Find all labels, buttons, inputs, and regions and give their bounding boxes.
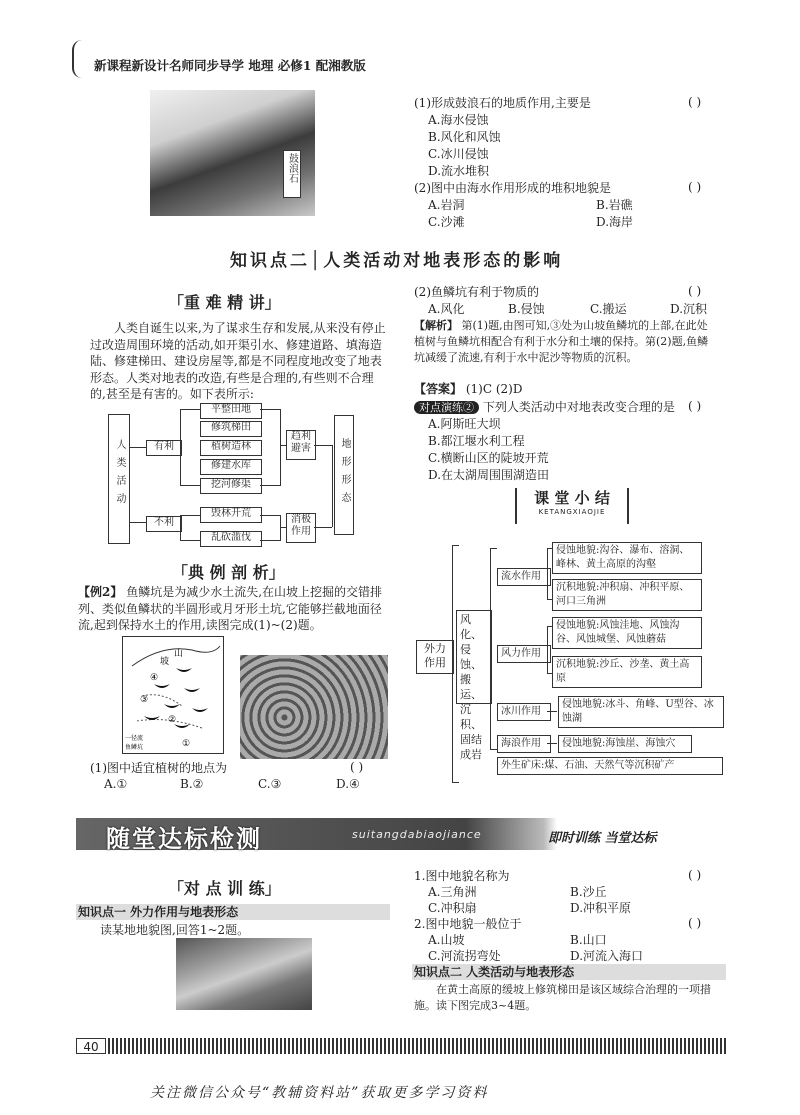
- top-q1-opt-a: A.海水侵蚀: [428, 113, 489, 127]
- diagram-right-box: 地形形态: [334, 415, 354, 535]
- top-q2-opt-b: B.岩礁: [596, 198, 633, 212]
- summary-footer: 外生矿床:煤、石油、天然气等沉积矿产: [497, 757, 723, 775]
- summary-title-box: [515, 488, 629, 524]
- map-label-3: ③: [140, 695, 149, 705]
- diagram-good-3: 植树造林: [200, 440, 262, 456]
- duidian-opt-a: A.阿斯旺大坝: [428, 417, 501, 431]
- right-q2-opt-b: B.侵蚀: [508, 302, 545, 316]
- summary-processes: 风化、侵蚀、搬运、沉积、固结成岩: [456, 610, 492, 704]
- summary-pinyin: KETANGXIAOJIE: [538, 508, 606, 516]
- banner-pinyin: suitangdabiaojiance: [352, 828, 482, 841]
- diagram-line-xiaoji-right: [314, 527, 332, 528]
- diagram-line-xiaoji: [280, 527, 286, 528]
- dianli-q1-opt-d: D.④: [336, 777, 360, 791]
- dianli-body: 鱼鳞坑是为减少水土流失,在山坡上挖掘的交错排列、类似鱼鳞状的半圆形或月牙形土坑,它能够拦截地面径流,起到保持水土的作用,读图完成(1)~(2)题。: [78, 585, 383, 632]
- summary-bingchuan-erosion: 侵蚀地貌:冰斗、角峰、U型谷、冰蚀湖: [558, 696, 724, 728]
- diagram-xiaoji: 消极作用: [286, 513, 316, 543]
- bottom-left-title-text: 对 点 训 练: [184, 879, 265, 898]
- jiexi-tag: 【解析】: [414, 319, 458, 332]
- summary-liushui-erosion: 侵蚀地貌:沟谷、瀑布、溶洞、峰林、黄土高原的沟壑: [552, 542, 702, 574]
- zhongnan-title-text: 重 难 精 讲: [184, 293, 265, 312]
- map-label-po: 坡: [160, 657, 170, 667]
- right-q2-paren: ( ): [688, 284, 702, 298]
- top-q2-opt-c: C.沙滩: [428, 215, 465, 229]
- zhongnan-title: 「重 难 精 讲」: [168, 293, 281, 312]
- br-q2: 2.图中地貌一般位于: [414, 917, 522, 931]
- summary-fengli: 风力作用: [497, 645, 551, 663]
- diagram-youli: 有利: [146, 440, 182, 456]
- diagram-line-lower: [130, 522, 146, 523]
- kp2-text: 知识点二 人类活动与地表形态: [414, 965, 575, 979]
- br-q1: 1.图中地貌名称为: [414, 869, 510, 883]
- diagram-good-1: 平整田地: [200, 403, 262, 419]
- top-q2: (2)图中由海水作用形成的堆积地貌是: [414, 181, 611, 195]
- landform-photo: [176, 938, 312, 1010]
- top-q1: (1)形成鼓浪石的地质作用,主要是: [414, 96, 591, 110]
- diagram-good-4: 修建水库: [200, 459, 262, 475]
- jiexi: [414, 318, 714, 366]
- diagram-buli: 不利: [146, 516, 182, 532]
- duidian-question: 下列人类活动中对地表改变合理的是: [482, 400, 675, 414]
- top-q2-opt-d: D.海岸: [596, 215, 634, 229]
- header-bracket: [72, 40, 86, 78]
- diagram-bracket-good-right: [260, 409, 281, 486]
- br-q1-opt-b: B.沙丘: [570, 885, 607, 899]
- diagram-bracket-bad-right: [260, 515, 281, 541]
- summary-hailang-erosion: 侵蚀地貌:海蚀崖、海蚀穴: [558, 735, 692, 753]
- dianli-q1-opt-a: A.①: [104, 777, 128, 791]
- duidian-paren: ( ): [688, 399, 702, 413]
- diagram-connector-right: [332, 445, 333, 527]
- photo-label: 鼓浪石: [286, 153, 298, 183]
- top-q1-opt-c: C.冰川侵蚀: [428, 147, 489, 161]
- top-q1-paren: ( ): [688, 95, 702, 109]
- summary-liushui: 流水作用: [497, 568, 551, 586]
- diagram-line-upper: [130, 447, 146, 448]
- summary-waili: 外力作用: [416, 640, 454, 674]
- right-q2-opt-c: C.搬运: [590, 302, 627, 316]
- summary-title: 课 堂 小 结: [534, 489, 610, 507]
- map-label-2: ②: [168, 715, 177, 725]
- map-label-shan: 山: [174, 649, 184, 659]
- fish-scale-photo: [240, 655, 388, 759]
- dianli-title-text: 典 例 剖 析: [188, 563, 269, 582]
- daan-text: (1)C (2)D: [465, 382, 523, 396]
- diagram-left-box: 人类活动: [108, 414, 130, 544]
- section-title: 知识点二│人类活动对地表形态的影响: [230, 251, 564, 271]
- summary-bracket-2: [490, 548, 497, 750]
- duidian-opt-d: D.在太湖周围围湖造田: [428, 468, 550, 482]
- photo-label-box: [283, 150, 301, 198]
- daan-tag: 【答案】: [414, 382, 463, 396]
- daan: [414, 381, 522, 397]
- diagram-good-2: 修筑梯田: [200, 421, 262, 437]
- duidian-row: [414, 399, 675, 416]
- dianli-q1-paren: ( ): [350, 760, 364, 774]
- br-q2-opt-d: D.河流入海口: [570, 949, 644, 963]
- map-label-1: ①: [182, 739, 191, 749]
- br-q1-paren: ( ): [688, 868, 702, 882]
- map-label-4: ④: [150, 673, 159, 683]
- duidian-opt-c: C.横断山区的陡坡开荒: [428, 451, 549, 465]
- top-q2-paren: ( ): [688, 180, 702, 194]
- map-legend-flow: 一径流: [125, 735, 144, 742]
- br-q2-opt-b: B.山口: [570, 933, 607, 947]
- right-q2-opt-a: A.风化: [428, 302, 465, 316]
- zhongnan-paragraph: 人类自诞生以来,为了谋求生存和发展,从来没有停止过改造周围环境的活动,如开渠引水、修建道路、填海造陆、修建梯田、建设房屋等,都是不同程度地改变了地表形态。人类对地表的改造,有些是合理的,有些则不合理的,甚至是有害的。如下表所示:: [90, 321, 386, 401]
- kp2-bar: [412, 964, 726, 980]
- br-q1-opt-c: C.冲积扇: [428, 901, 477, 915]
- top-q2-opt-a: A.岩洞: [428, 198, 465, 212]
- page-number-bar: [76, 1038, 726, 1054]
- dianli-q1-opt-b: B.②: [180, 777, 204, 791]
- summary-line-bingchuan: [547, 711, 557, 712]
- banner-title: 随堂达标检测: [106, 825, 262, 853]
- summary-bingchuan: 冰川作用: [497, 703, 551, 721]
- summary-hailang: 海浪作用: [497, 735, 551, 753]
- summary-fengli-erosion: 侵蚀地貌:风蚀洼地、风蚀沟谷、风蚀城堡、风蚀蘑菇: [552, 617, 702, 649]
- page-number: 40: [76, 1038, 106, 1054]
- br-q1-opt-d: D.冲积平原: [570, 901, 632, 915]
- diagram-line-quli: [280, 445, 286, 446]
- kp1-text: 知识点一 外力作用与地表形态: [78, 905, 239, 919]
- br-q1-opt-a: A.三角洲: [428, 885, 477, 899]
- fish-scale-map: [122, 636, 224, 754]
- dianli-q1-opt-c: C.③: [258, 777, 282, 791]
- top-q1-opt-b: B.风化和风蚀: [428, 130, 501, 144]
- summary-line-hailang: [547, 743, 557, 744]
- duidian-opt-b: B.都江堰水利工程: [428, 434, 525, 448]
- diagram-bad-1: 毁林开荒: [200, 507, 262, 523]
- dianli-tag: 【例2】: [78, 585, 123, 599]
- br-intro: 在黄土高原的缓坡上修筑梯田是该区域综合治理的一项措施。读下图完成3~4题。: [414, 983, 711, 1012]
- right-q2-opt-d: D.沉积: [670, 302, 708, 316]
- banner-slogan: 即时训练 当堂达标: [548, 831, 657, 846]
- br-q2-opt-a: A.山坡: [428, 933, 465, 947]
- diagram-bracket-good: [180, 409, 201, 486]
- diagram-bracket-bad: [180, 515, 201, 541]
- summary-fengli-deposit: 沉积地貌:沙丘、沙垄、黄土高原: [552, 656, 702, 688]
- map-legend-pit: 鱼鳞坑: [125, 744, 144, 751]
- top-q1-opt-d: D.流水堆积: [428, 164, 490, 178]
- summary-liushui-deposit: 沉积地貌:冲积扇、冲积平原、河口三角洲: [552, 579, 702, 611]
- jiexi-text: 第(1)题,由图可知,③处为山坡鱼鳞坑的上部,在此处植树与鱼鳞坑相配合有利于水分和土壤的保持。第(2)题,鱼鳞坑减缓了流速,有利于水中泥沙等物质的沉积。: [414, 319, 709, 364]
- diagram-quli: 趋利避害: [286, 430, 316, 460]
- kp1-bar: [76, 904, 390, 920]
- duidian-tag: 对点演练②: [414, 401, 479, 414]
- dianli-text: [78, 584, 390, 634]
- br-q2-opt-c: C.河流拐弯处: [428, 949, 501, 963]
- diagram-bad-2: 乱砍滥伐: [200, 531, 262, 547]
- footer-note: 关注微信公众号“教辅资料站”获取更多学习资料: [150, 1085, 489, 1101]
- header-title: 新课程新设计名师同步导学 地理 必修1 配湘教版: [94, 58, 366, 73]
- right-q2: (2)鱼鳞坑有利于物质的: [414, 285, 539, 299]
- diagram-good-5: 挖河修渠: [200, 478, 262, 494]
- bottom-left-intro: 读某地地貌图,回答1~2题。: [100, 923, 250, 937]
- dianli-title: 「典 例 剖 析」: [172, 563, 285, 582]
- bottom-left-title: 「对 点 训 练」: [168, 879, 281, 898]
- dianli-q1: (1)图中适宜植树的地点为: [90, 761, 227, 775]
- diagram-line-quli-right: [314, 445, 332, 446]
- br-q2-paren: ( ): [688, 916, 702, 930]
